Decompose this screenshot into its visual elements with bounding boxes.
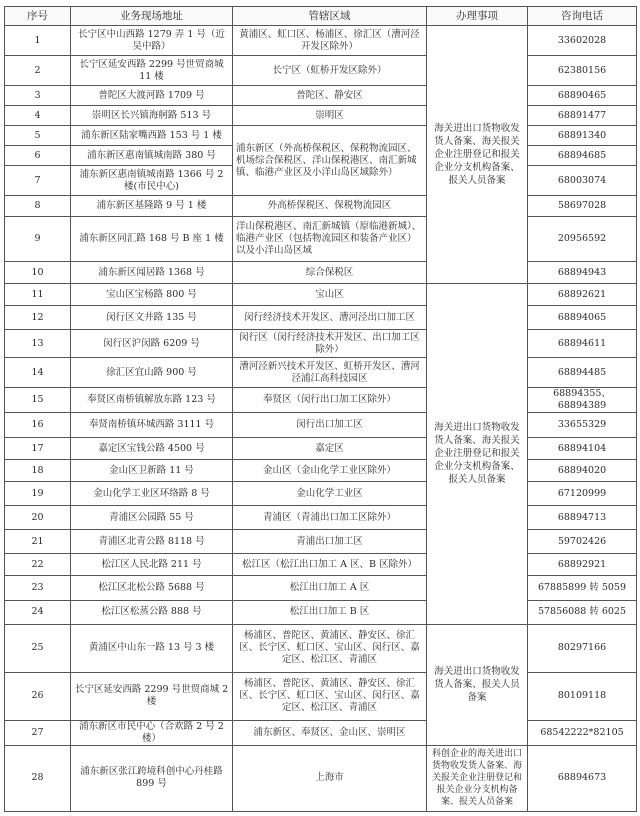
row-phone: 68890465	[528, 86, 637, 106]
row-address: 浦东新区闻居路 1368 号	[71, 262, 233, 284]
row-phone: 68894943	[528, 262, 637, 284]
row-number: 21	[5, 530, 71, 554]
table-row	[5, 126, 637, 146]
row-region: 崇明区	[233, 106, 427, 126]
row-phone: 68894065	[528, 306, 637, 330]
row-region: 松江出口加工 B 区	[233, 600, 427, 624]
row-address: 浦东新区张江跨境科创中心丹桂路 899 号	[71, 745, 233, 811]
row-region: 松江区（松江出口加工 A 区、B 区除外）	[233, 554, 427, 576]
table-row	[5, 576, 637, 600]
row-number: 5	[5, 126, 71, 146]
header-phone: 咨询电话	[528, 7, 637, 26]
row-number: 1	[5, 26, 71, 56]
row-address: 闵行区沪闵路 6209 号	[71, 330, 233, 358]
row-number: 20	[5, 506, 71, 530]
row-phone: 68542222*82105	[528, 720, 637, 745]
table-row	[5, 554, 637, 576]
row-address: 松江区北松公路 5688 号	[71, 576, 233, 600]
row-address: 金山区卫新路 11 号	[71, 460, 233, 482]
row-address: 崇明区长兴镇海舸路 513 号	[71, 106, 233, 126]
row-address: 奉贤南桥镇环城西路 3111 号	[71, 413, 233, 438]
row-region: 杨浦区、普陀区、黄浦区、静安区、徐汇区、长宁区、虹口区、宝山区、闵行区、嘉定区、松江区、青浦区	[233, 672, 427, 720]
table-row	[5, 262, 637, 284]
table-row	[5, 413, 637, 438]
row-region: 外高桥保税区、保税物流园区	[233, 196, 427, 217]
row-address: 黄浦区中山东一路 13 号 3 楼	[71, 624, 233, 672]
row-region: 上海市	[233, 745, 427, 811]
table-row	[5, 672, 637, 720]
table-row	[5, 745, 637, 811]
table-row	[5, 720, 637, 745]
matters-group-11-24: 海关进出口货物收发货人备案、海关报关企业注册登记和报关企业分支机构备案、报关人员备案	[427, 284, 528, 624]
row-number: 12	[5, 306, 71, 330]
table-row	[5, 26, 637, 56]
row-number: 17	[5, 438, 71, 460]
row-phone: 33655329	[528, 413, 637, 438]
row-address: 长宁区延安西路 2299 号世贸商城 11 楼	[71, 56, 233, 86]
row-region: 漕河泾新兴技术开发区、虹桥开发区、漕河泾浦江高科技园区	[233, 358, 427, 388]
row-phone: 68894611	[528, 330, 637, 358]
row-address: 普陀区大渡河路 1709 号	[71, 86, 233, 106]
row-region: 闵行出口加工区	[233, 413, 427, 438]
row-region: 青浦区（青浦出口加工区除外）	[233, 506, 427, 530]
row-number: 13	[5, 330, 71, 358]
row-region: 杨浦区、普陀区、黄浦区、静安区、徐汇区、长宁区、虹口区、宝山区、闵行区、嘉定区、松江区、青浦区	[233, 624, 427, 672]
table-row	[5, 358, 637, 388]
row-region: 闵行区（闵行经济技术开发区、出口加工区除外）	[233, 330, 427, 358]
row-number: 9	[5, 217, 71, 262]
row-address: 松江区人民北路 211 号	[71, 554, 233, 576]
table-row	[5, 217, 637, 262]
row-phone: 68894355、68894389	[528, 388, 637, 413]
row-address: 奉贤区南桥镇解放东路 123 号	[71, 388, 233, 413]
row-phone: 80109118	[528, 672, 637, 720]
matters-row-28: 科创企业的海关进出口货物收发货人备案、海关报关企业注册登记和报关企业分支机构备案、报关人员备案	[427, 745, 528, 811]
row-region: 黄浦区、虹口区、杨浦区、徐汇区（漕河泾开发区除外）	[233, 26, 427, 56]
row-number: 15	[5, 388, 71, 413]
row-region: 奉贤区（闵行出口加工区除外）	[233, 388, 427, 413]
row-phone: 68892921	[528, 554, 637, 576]
row-phone: 67120999	[528, 482, 637, 506]
row-region: 洋山保税港区、南汇新城镇（原临港新城）、临港产业区（包括物流园区和装备产业区）以及小洋山岛区域	[233, 217, 427, 262]
row-address: 浦东新区同汇路 168 号 B 座 1 楼	[71, 217, 233, 262]
row-address: 浦东新区惠南镇城南路 380 号	[71, 146, 233, 166]
row-number: 7	[5, 166, 71, 196]
table-row	[5, 600, 637, 624]
row-phone: 59702426	[528, 530, 637, 554]
table-row	[5, 506, 637, 530]
table-row	[5, 106, 637, 126]
row-address: 金山化学工业区环络路 8 号	[71, 482, 233, 506]
row-phone: 57856088 转 6025	[528, 600, 637, 624]
row-number: 11	[5, 284, 71, 306]
row-phone: 68003074	[528, 166, 637, 196]
row-address: 青浦区公园路 55 号	[71, 506, 233, 530]
row-number: 19	[5, 482, 71, 506]
row-address: 宝山区宝杨路 800 号	[71, 284, 233, 306]
row-address: 浦东新区惠南镇城南路 1366 号 2 楼(市民中心)	[71, 166, 233, 196]
region-group-5-7: 浦东新区（外高桥保税区、保税物流园区、机场综合保税区、洋山保税港区、南汇新城镇、临港产业区及小洋山岛区域除外）	[233, 126, 427, 196]
table-row	[5, 460, 637, 482]
table-row	[5, 86, 637, 106]
row-phone: 33602028	[528, 26, 637, 56]
row-phone: 67885899 转 5059	[528, 576, 637, 600]
header-address: 业务现场地址	[71, 7, 233, 26]
table-row	[5, 284, 637, 306]
row-number: 23	[5, 576, 71, 600]
row-region: 闵行经济技术开发区、漕河泾出口加工区	[233, 306, 427, 330]
row-phone: 68894673	[528, 745, 637, 811]
row-region: 综合保税区	[233, 262, 427, 284]
row-number: 4	[5, 106, 71, 126]
row-number: 16	[5, 413, 71, 438]
table-row	[5, 624, 637, 672]
table-row	[5, 482, 637, 506]
row-address: 闵行区文井路 135 号	[71, 306, 233, 330]
row-phone: 68894685	[528, 146, 637, 166]
row-address: 徐汇区宜山路 900 号	[71, 358, 233, 388]
row-region: 松江出口加工 A 区	[233, 576, 427, 600]
row-address: 浦东新区基隆路 9 号 1 楼	[71, 196, 233, 217]
row-address: 松江区松蒸公路 888 号	[71, 600, 233, 624]
row-region: 浦东新区、奉贤区、金山区、崇明区	[233, 720, 427, 745]
table-row	[5, 330, 637, 358]
row-region: 金山区（金山化学工业区除外）	[233, 460, 427, 482]
row-region: 宝山区	[233, 284, 427, 306]
header-matters: 办理事项	[427, 7, 528, 26]
row-number: 25	[5, 624, 71, 672]
row-number: 2	[5, 56, 71, 86]
row-region: 嘉定区	[233, 438, 427, 460]
row-address: 浦东新区陆家嘴西路 153 号 1 楼	[71, 126, 233, 146]
row-phone: 58697028	[528, 196, 637, 217]
row-phone: 20956592	[528, 217, 637, 262]
header-row	[5, 7, 637, 26]
table-row	[5, 196, 637, 217]
header-no: 序号	[5, 7, 71, 26]
row-phone: 68891477	[528, 106, 637, 126]
row-address: 青浦区北青公路 8118 号	[71, 530, 233, 554]
row-phone: 68894713	[528, 506, 637, 530]
row-region: 金山化学工业区	[233, 482, 427, 506]
row-number: 24	[5, 600, 71, 624]
table-row	[5, 438, 637, 460]
table-row	[5, 56, 637, 86]
row-region: 青浦出口加工区	[233, 530, 427, 554]
row-phone: 68891340	[528, 126, 637, 146]
header-region: 管辖区域	[233, 7, 427, 26]
row-number: 6	[5, 146, 71, 166]
row-address: 长宁区中山西路 1279 弄 1 号（近吴中路）	[71, 26, 233, 56]
row-region: 普陀区、静安区	[233, 86, 427, 106]
matters-group-1-10: 海关进出口货物收发货人备案、海关报关企业注册登记和报关企业分支机构备案、报关人员备案	[427, 26, 528, 284]
row-phone: 68894104	[528, 438, 637, 460]
row-number: 27	[5, 720, 71, 745]
row-phone: 68894485	[528, 358, 637, 388]
row-number: 10	[5, 262, 71, 284]
table-row	[5, 388, 637, 413]
row-number: 28	[5, 745, 71, 811]
table-row	[5, 306, 637, 330]
table-row	[5, 530, 637, 554]
row-number: 3	[5, 86, 71, 106]
row-number: 14	[5, 358, 71, 388]
row-number: 8	[5, 196, 71, 217]
matters-group-25-27: 海关进出口货物收发货人备案、报关人员备案	[427, 624, 528, 745]
row-number: 18	[5, 460, 71, 482]
row-address: 浦东新区市民中心（合欢路 2 号 2 楼）	[71, 720, 233, 745]
row-phone: 62380156	[528, 56, 637, 86]
row-region: 长宁区（虹桥开发区除外）	[233, 56, 427, 86]
row-number: 26	[5, 672, 71, 720]
customs-office-table	[4, 6, 637, 812]
row-phone: 68892621	[528, 284, 637, 306]
row-phone: 80297166	[528, 624, 637, 672]
row-address: 长宁区延安西路 2299 号世贸商城 2 楼	[71, 672, 233, 720]
row-address: 嘉定区宝钱公路 4500 号	[71, 438, 233, 460]
row-number: 22	[5, 554, 71, 576]
row-phone: 68894020	[528, 460, 637, 482]
